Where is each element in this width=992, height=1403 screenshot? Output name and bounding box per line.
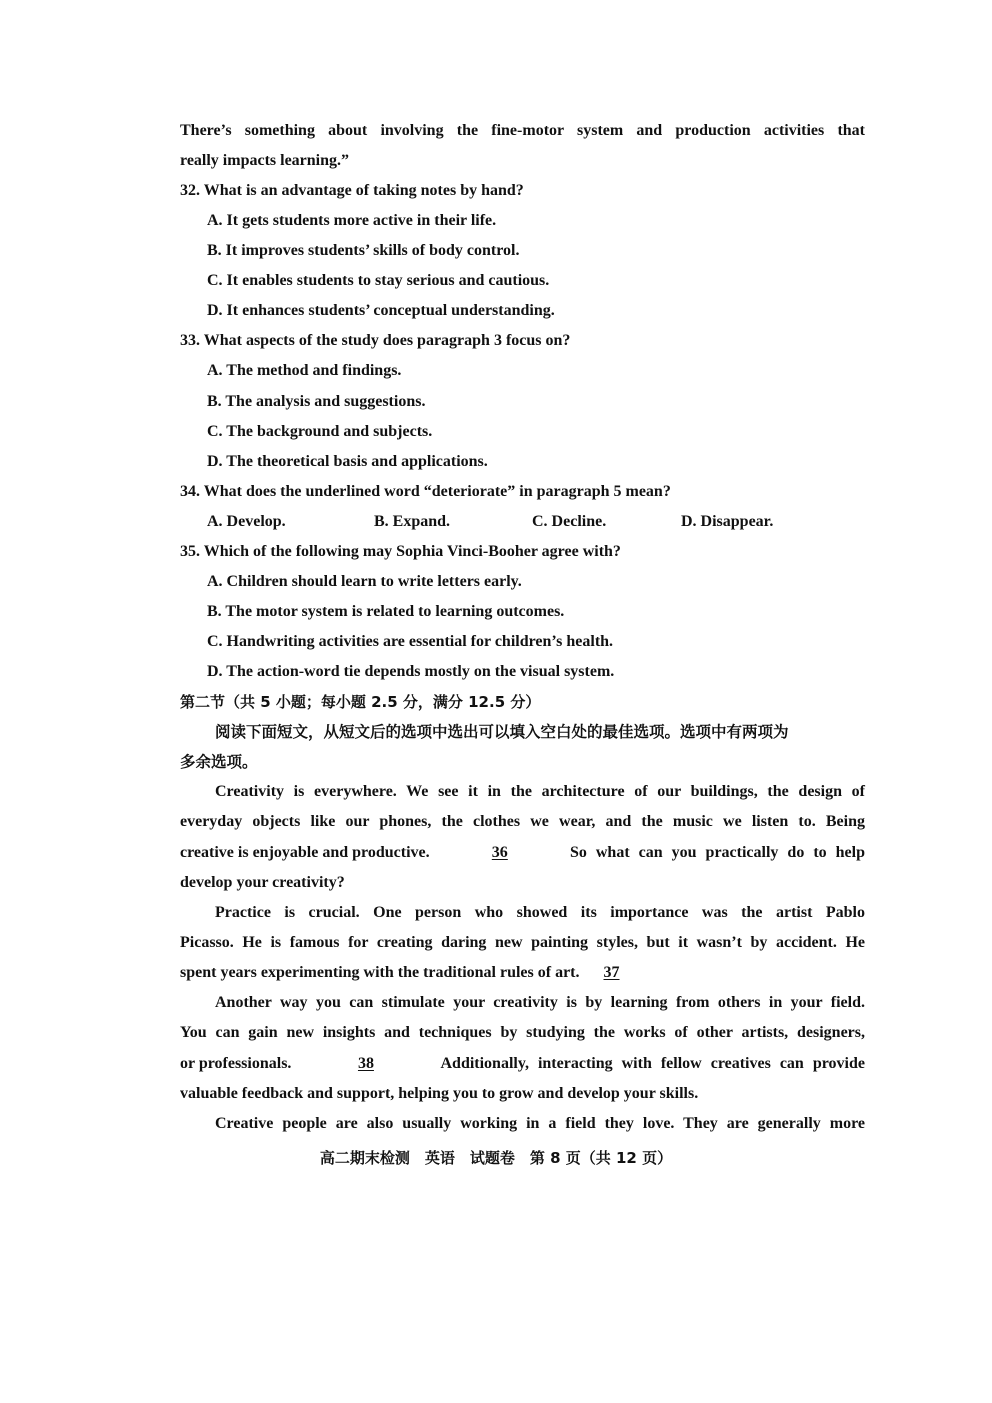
question-34-option-b: B. Expand. [374,513,451,530]
passage-text: Additionally, interacting with fellow creatives can provide [440,1055,865,1072]
question-33-option-a: A. The method and findings. [207,362,402,379]
section-instruction: 多余选项。 [180,753,258,771]
question-35-stem: 35. Which of the following may Sophia Vinci-Booher agree with? [180,543,621,560]
blank-38: 38 [357,1055,374,1072]
question-33-stem: 33. What aspects of the study does paragraph 3 focus on? [180,332,571,349]
blank-36: 36 [491,844,508,861]
question-34-stem: 34. What does the underlined word “deteriorate” in paragraph 5 mean? [180,483,671,500]
question-34-option-a: A. Develop. [207,513,286,530]
passage-line: There’s something about involving the fine-motor system and production activities that [180,122,865,139]
question-35-option-a: A. Children should learn to write letters early. [207,573,522,590]
passage-text: creative is enjoyable and productive. [180,844,430,861]
question-35-option-c: C. Handwriting activities are essential for children’s health. [207,633,614,650]
page-footer: 高二期末检测 英语 试题卷 第 8 页（共 12 页） [319,1149,673,1167]
passage-line: Practice is crucial. One person who showed its importance was the artist Pablo [215,904,865,921]
question-32-option-d: D. It enhances students’ conceptual understanding. [207,302,555,319]
question-35-option-d: D. The action-word tie depends mostly on the visual system. [207,663,615,680]
passage-line: You can gain new insights and techniques by studying the works of other artists, designers, [180,1024,865,1041]
passage-line: really impacts learning.” [180,152,350,169]
passage-line [180,843,865,863]
question-34-option-d: D. Disappear. [681,513,774,530]
passage-line: Creative people are also usually working in a field they love. They are generally more [215,1115,865,1132]
question-32-stem: 32. What is an advantage of taking notes by hand? [180,182,524,199]
passage-line [180,1054,865,1074]
question-34-option-c: C. Decline. [532,513,607,530]
question-33-option-b: B. The analysis and suggestions. [207,393,426,410]
passage-line [180,963,634,983]
question-33-option-c: C. The background and subjects. [207,423,433,440]
passage-text: or professionals. [180,1055,292,1072]
passage-line: Another way you can stimulate your creativity is by learning from others in your field. [215,994,865,1011]
section-instruction: 阅读下面短文，从短文后的选项中选出可以填入空白处的最佳选项。选项中有两项为 [215,723,789,741]
question-32-option-b: B. It improves students’ skills of body control. [207,242,520,259]
question-32-option-c: C. It enables students to stay serious and cautious. [207,272,550,289]
passage-text: spent years experimenting with the traditional rules of art. [180,964,580,981]
passage-line: develop your creativity? [180,874,345,891]
passage-line: everyday objects like our phones, the clothes we wear, and the music we listen to. Being [180,813,865,830]
section-heading: 第二节（共 5 小题；每小题 2.5 分，满分 12.5 分） [180,693,541,711]
blank-37: 37 [603,964,620,981]
passage-line: Picasso. He is famous for creating daring new painting styles, but it wasn’t by accident. He [180,934,865,951]
passage-line: Creativity is everywhere. We see it in the architecture of our buildings, the design of [215,783,865,800]
question-33-option-d: D. The theoretical basis and applications. [207,453,488,470]
passage-text: So what can you practically do to help [569,844,865,861]
passage-line: valuable feedback and support, helping you to grow and develop your skills. [180,1085,699,1102]
question-35-option-b: B. The motor system is related to learning outcomes. [207,603,565,620]
question-32-option-a: A. It gets students more active in their life. [207,212,497,229]
